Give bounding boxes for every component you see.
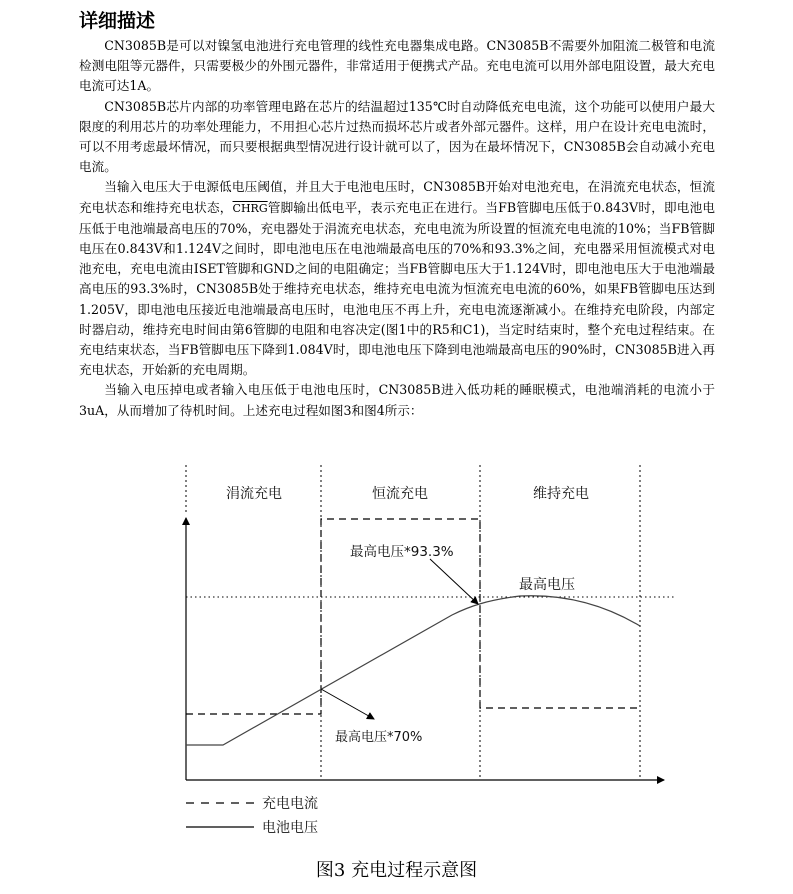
chrg-pin-name: CHRG xyxy=(232,201,268,215)
figure-caption: 图3 充电过程示意图 xyxy=(315,860,478,881)
annotation-93-percent: 最高电压*93.3% xyxy=(350,544,454,560)
section-heading: 详细描述 xyxy=(79,10,156,32)
phase-label-constant-current: 恒流充电 xyxy=(372,486,428,502)
description-body xyxy=(79,36,715,421)
arrow-70-percent xyxy=(321,689,374,719)
paragraph-1: CN3085B是可以对镍氢电池进行充电管理的线性充电器集成电路。CN3085B不需要外加阻流二极管和电流检测电阻等元器件，只需要极少的外围元器件，非常适用于便携式产品。充电电流可以用外部电阻设置，最大充电电流可达1A。 xyxy=(79,38,715,94)
phase-label-maintenance: 维持充电 xyxy=(533,486,589,502)
charging-process-diagram xyxy=(0,455,793,855)
annotation-max-voltage: 最高电压 xyxy=(519,577,575,593)
paragraph-3 xyxy=(79,177,715,380)
legend-voltage-label: 电池电压 xyxy=(262,820,318,836)
annotation-70-percent: 最高电压*70% xyxy=(335,730,423,745)
legend-current-label: 充电电流 xyxy=(262,796,318,812)
paragraph-4: 当输入电压掉电或者输入电压低于电池电压时，CN3085B进入低功耗的睡眠模式，电池端消耗的电流小于3uA，从而增加了待机时间。上述充电过程如图3和图4所示： xyxy=(79,382,715,418)
paragraph-3-rest: 管脚输出低电平，表示充电正在进行。当FB管脚电压低于0.843V时，即电池电压低于电池端最高电压的70%，充电器处于涓流充电状态，充电电流为所设置的恒流充电电流的10%；当FB管脚电压在0.843V和1.124V之间时，即电池电压在电池端最高电压的70%和93.3%之间，充电器采用恒流模式对电池充电，充电电流由ISET管脚和GND之间的电阻确定；当FB管脚电压大于1.124V时，即电池电压大于电池端最高电压的93.3%时，CN3085B处于维持充电状态，维持充电电流为恒流充电电流的60%，如果FB管脚电压达到1.205V，即电池电压接近电池端最高电压时，电池电压不再上升，充电电流逐渐减小。在维持充电阶段，内部定时器启动，维持充电时间由第6管脚的电阻和电容决定(图1中的R5和C1)，当定时结束时，整个充电过程结束。在充电结束状态，当FB管脚电压下降到1.084V时，即电池电压下降到电池端最高电压的90%时，CN3085B进入再充电状态，开始新的充电周期。 xyxy=(79,199,715,378)
arrow-93-percent xyxy=(430,559,478,604)
paragraph-2: CN3085B芯片内部的功率管理电路在芯片的结温超过135℃时自动降低充电电流，这个功能可以使用户最大限度的利用芯片的功率处理能力，不用担心芯片过热而损坏芯片或者外部元器件。这样，用户在设计充电电流时，可以不用考虑最坏情况，而只要根据典型情况进行设计就可以了，因为在最坏情况下，CN3085B会自动减小充电电流。 xyxy=(79,98,715,175)
phase-label-trickle: 涓流充电 xyxy=(226,486,282,502)
battery-voltage-curve xyxy=(186,596,640,745)
paragraph-3-start: 当输入电压大于电源低电压阈值，并且大于电池电压时，CN3085B开始对电池充电，在涓流充电状态，恒流充电状态和维持充电状态， xyxy=(79,179,715,215)
